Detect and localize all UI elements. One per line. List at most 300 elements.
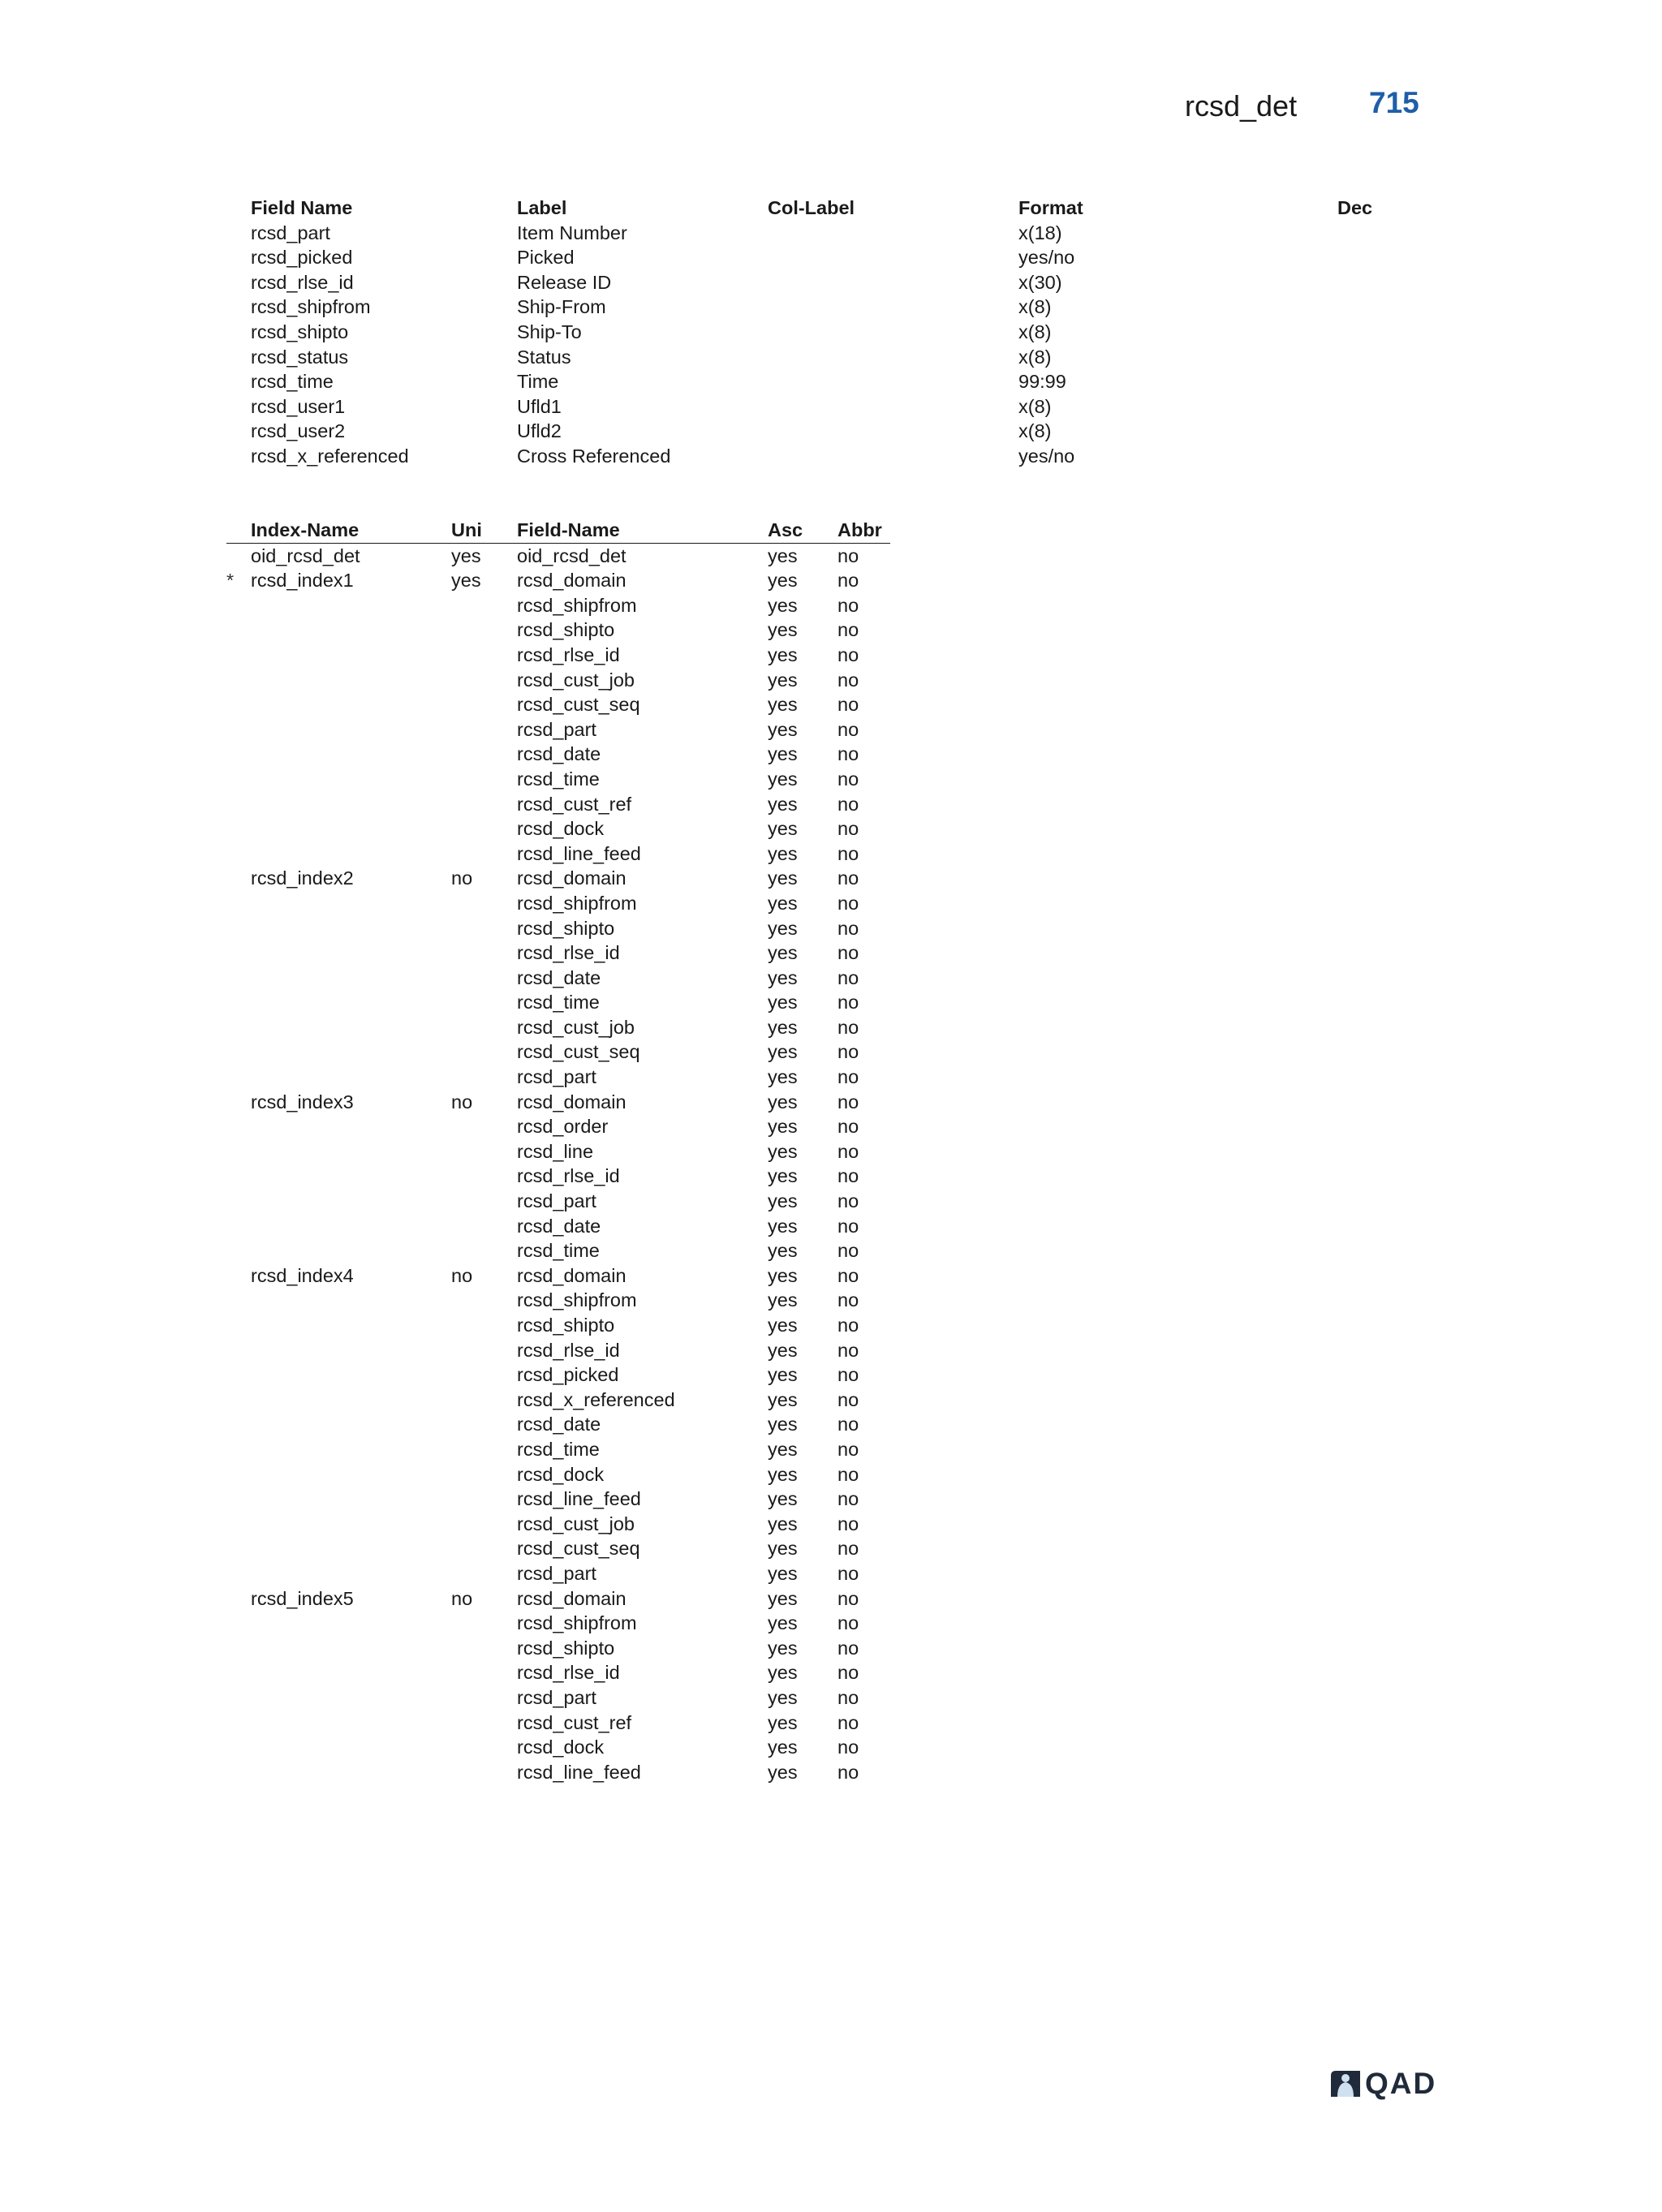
index-name-cell — [251, 1487, 451, 1512]
index-row — [226, 593, 890, 618]
index-unique-cell — [451, 618, 517, 643]
field-format-cell: 99:99 — [1018, 371, 1066, 393]
index-row — [226, 990, 890, 1015]
index-row — [226, 692, 890, 717]
index-field-name-cell: rcsd_dock — [517, 818, 605, 840]
field-label-cell: Ufld2 — [517, 420, 562, 442]
index-field-name-cell: rcsd_dock — [517, 1736, 605, 1758]
index-field-name-cell: rcsd_line — [517, 1140, 594, 1162]
field-dec-cell — [1337, 320, 1402, 345]
index-row — [226, 1437, 890, 1462]
primary-index-marker — [226, 1090, 251, 1115]
primary-index-marker — [226, 692, 251, 717]
index-table — [226, 518, 890, 1784]
index-name-cell — [251, 1685, 451, 1711]
index-unique-cell — [451, 1685, 517, 1711]
index-asc-cell: yes — [768, 1190, 798, 1212]
field-name-cell: rcsd_shipto — [251, 321, 349, 342]
fields-table-header — [251, 196, 1402, 221]
field-format-cell: x(30) — [1018, 271, 1062, 293]
index-name-cell — [251, 668, 451, 693]
index-asc-cell: yes — [768, 1116, 798, 1138]
index-name-cell — [251, 1760, 451, 1785]
primary-index-marker — [226, 1735, 251, 1760]
index-unique-cell: yes — [451, 544, 481, 566]
primary-index-marker — [226, 593, 251, 618]
index-field-name-cell: rcsd_date — [517, 1414, 601, 1435]
index-name-cell — [251, 1660, 451, 1685]
index-abbr-cell: no — [837, 1066, 859, 1088]
index-abbr-cell: no — [837, 793, 859, 815]
index-name-cell — [251, 692, 451, 717]
primary-index-marker — [226, 668, 251, 693]
index-row — [226, 1139, 890, 1164]
index-abbr-cell: no — [837, 619, 859, 641]
field-row — [251, 221, 1402, 246]
index-row — [226, 1586, 890, 1612]
primary-index-marker — [226, 1586, 251, 1612]
index-unique-cell — [451, 1561, 517, 1586]
index-name-cell — [251, 891, 451, 916]
index-name-cell — [251, 940, 451, 966]
index-field-name-cell: rcsd_cust_ref — [517, 793, 632, 815]
index-field-name-cell: rcsd_rlse_id — [517, 643, 620, 665]
index-name-cell — [251, 618, 451, 643]
field-name-cell: rcsd_rlse_id — [251, 271, 354, 293]
index-asc-cell: yes — [768, 992, 798, 1013]
index-field-name-cell: rcsd_time — [517, 1438, 600, 1460]
index-abbr-cell: no — [837, 1339, 859, 1361]
field-row — [251, 394, 1402, 420]
header-index-name: Index-Name — [251, 518, 451, 543]
primary-index-marker — [226, 1636, 251, 1661]
index-row — [226, 1660, 890, 1685]
index-unique-cell: no — [451, 1264, 473, 1286]
page-title: rcsd_det — [1185, 89, 1298, 123]
index-asc-cell: yes — [768, 1016, 798, 1038]
index-row — [226, 916, 890, 941]
header-field-name-idx: Field-Name — [517, 518, 768, 543]
index-field-name-cell: rcsd_dock — [517, 1463, 605, 1485]
index-row — [226, 742, 890, 767]
field-format-cell: yes/no — [1018, 247, 1075, 269]
index-abbr-cell: no — [837, 1140, 859, 1162]
index-row — [226, 841, 890, 867]
field-format-cell: x(8) — [1018, 395, 1052, 417]
index-abbr-cell: no — [837, 966, 859, 988]
index-asc-cell: yes — [768, 1066, 798, 1088]
index-field-name-cell: rcsd_time — [517, 1240, 600, 1262]
index-field-name-cell: rcsd_picked — [517, 1364, 619, 1386]
index-field-name-cell: rcsd_x_referenced — [517, 1388, 675, 1410]
field-row — [251, 295, 1402, 320]
index-asc-cell: yes — [768, 570, 798, 592]
index-field-name-cell: rcsd_date — [517, 743, 601, 765]
field-label-cell: Ufld1 — [517, 395, 562, 417]
field-name-cell: rcsd_user1 — [251, 395, 346, 417]
index-asc-cell: yes — [768, 1513, 798, 1534]
primary-index-marker — [226, 1536, 251, 1561]
index-field-name-cell: rcsd_domain — [517, 867, 626, 889]
index-name-cell — [251, 1735, 451, 1760]
index-field-name-cell: rcsd_shipto — [517, 1637, 615, 1659]
index-asc-cell: yes — [768, 942, 798, 964]
primary-index-marker — [226, 1238, 251, 1263]
field-label-cell: Picked — [517, 247, 575, 269]
index-field-name-cell: rcsd_order — [517, 1116, 609, 1138]
index-abbr-cell: no — [837, 1240, 859, 1262]
qad-logo-icon — [1329, 2069, 1362, 2098]
index-row — [226, 1090, 890, 1115]
qad-logo — [1329, 2068, 1436, 2098]
index-name-cell — [251, 1412, 451, 1437]
field-name-cell: rcsd_part — [251, 222, 330, 243]
index-row — [226, 1214, 890, 1239]
index-unique-cell — [451, 792, 517, 817]
index-field-name-cell: rcsd_part — [517, 1066, 596, 1088]
index-abbr-cell: no — [837, 1736, 859, 1758]
index-name-cell: rcsd_index3 — [251, 1091, 354, 1112]
index-field-name-cell: rcsd_cust_job — [517, 669, 635, 691]
index-name-cell — [251, 816, 451, 841]
primary-index-marker — [226, 1685, 251, 1711]
index-name-cell — [251, 1388, 451, 1413]
primary-index-marker — [226, 1065, 251, 1090]
index-abbr-cell: no — [837, 1562, 859, 1584]
index-abbr-cell: no — [837, 669, 859, 691]
primary-index-marker — [226, 1288, 251, 1313]
index-asc-cell: yes — [768, 718, 798, 740]
index-asc-cell: yes — [768, 643, 798, 665]
index-row — [226, 1362, 890, 1388]
index-name-cell — [251, 767, 451, 792]
index-name-cell — [251, 1561, 451, 1586]
field-row — [251, 444, 1402, 469]
index-name-cell — [251, 1362, 451, 1388]
primary-index-marker — [226, 866, 251, 891]
index-abbr-cell: no — [837, 1165, 859, 1187]
index-abbr-cell: no — [837, 643, 859, 665]
index-name-cell — [251, 1462, 451, 1487]
index-name-cell: oid_rcsd_det — [251, 544, 360, 566]
index-abbr-cell: no — [837, 992, 859, 1013]
field-label-cell: Ship-To — [517, 321, 582, 342]
index-name-cell: rcsd_index2 — [251, 867, 354, 889]
index-asc-cell: yes — [768, 1264, 798, 1286]
index-table-header — [226, 518, 890, 543]
index-asc-cell: yes — [768, 1215, 798, 1237]
index-unique-cell — [451, 1636, 517, 1661]
field-dec-cell — [1337, 394, 1402, 420]
index-name-cell — [251, 717, 451, 742]
index-unique-cell — [451, 1760, 517, 1785]
field-label-cell: Release ID — [517, 271, 612, 293]
primary-index-marker — [226, 1711, 251, 1736]
index-row — [226, 966, 890, 991]
index-asc-cell: yes — [768, 1240, 798, 1262]
index-asc-cell: yes — [768, 743, 798, 765]
index-abbr-cell: no — [837, 1016, 859, 1038]
primary-index-marker — [226, 1362, 251, 1388]
index-asc-cell: yes — [768, 1538, 798, 1560]
index-row — [226, 1412, 890, 1437]
index-abbr-cell: no — [837, 1538, 859, 1560]
index-abbr-cell: no — [837, 1686, 859, 1708]
field-col-label-cell — [768, 221, 1018, 246]
index-row — [226, 1760, 890, 1785]
index-field-name-cell: rcsd_domain — [517, 1091, 626, 1112]
index-field-name-cell: rcsd_line_feed — [517, 842, 641, 864]
index-name-cell — [251, 1139, 451, 1164]
index-field-name-cell: rcsd_date — [517, 1215, 601, 1237]
index-abbr-cell: no — [837, 1612, 859, 1634]
index-row — [226, 1313, 890, 1338]
index-unique-cell — [451, 1660, 517, 1685]
index-row — [226, 767, 890, 792]
index-asc-cell: yes — [768, 818, 798, 840]
index-name-cell — [251, 1114, 451, 1139]
index-unique-cell — [451, 1362, 517, 1388]
index-asc-cell: yes — [768, 1315, 798, 1336]
index-field-name-cell: rcsd_shipto — [517, 619, 615, 641]
header-col-label: Col-Label — [768, 197, 855, 218]
primary-index-marker — [226, 1015, 251, 1040]
index-name-cell — [251, 990, 451, 1015]
index-abbr-cell: no — [837, 1637, 859, 1659]
field-name-cell: rcsd_picked — [251, 247, 353, 269]
index-name-cell — [251, 643, 451, 668]
index-abbr-cell: no — [837, 1190, 859, 1212]
index-abbr-cell: no — [837, 570, 859, 592]
header-asc: Asc — [768, 518, 837, 543]
field-label-cell: Status — [517, 346, 571, 368]
index-field-name-cell: rcsd_time — [517, 768, 600, 790]
index-field-name-cell: rcsd_line_feed — [517, 1488, 641, 1510]
index-asc-cell: yes — [768, 1488, 798, 1510]
index-name-cell — [251, 1313, 451, 1338]
index-asc-cell: yes — [768, 1165, 798, 1187]
index-unique-cell — [451, 990, 517, 1015]
index-abbr-cell: no — [837, 1414, 859, 1435]
index-unique-cell — [451, 1214, 517, 1239]
index-asc-cell: yes — [768, 594, 798, 616]
index-unique-cell — [451, 1065, 517, 1090]
index-unique-cell — [451, 717, 517, 742]
field-name-cell: rcsd_user2 — [251, 420, 346, 442]
index-name-cell — [251, 916, 451, 941]
index-row — [226, 717, 890, 742]
index-abbr-cell: no — [837, 1289, 859, 1311]
index-name-cell — [251, 1164, 451, 1189]
field-dec-cell — [1337, 221, 1402, 246]
header-field-name: Field Name — [251, 197, 353, 218]
primary-index-marker — [226, 1114, 251, 1139]
field-dec-cell — [1337, 270, 1402, 295]
index-field-name-cell: rcsd_cust_job — [517, 1016, 635, 1038]
index-field-name-cell: rcsd_cust_job — [517, 1513, 635, 1534]
field-col-label-cell — [768, 245, 1018, 270]
field-label-cell: Item Number — [517, 222, 627, 243]
index-asc-cell: yes — [768, 917, 798, 939]
index-name-cell — [251, 593, 451, 618]
index-asc-cell: yes — [768, 1438, 798, 1460]
index-unique-cell — [451, 1412, 517, 1437]
index-field-name-cell: rcsd_rlse_id — [517, 1339, 620, 1361]
primary-index-marker — [226, 1313, 251, 1338]
index-unique-cell — [451, 891, 517, 916]
index-name-cell — [251, 792, 451, 817]
index-abbr-cell: no — [837, 1264, 859, 1286]
primary-index-marker — [226, 1760, 251, 1785]
field-dec-cell — [1337, 345, 1402, 370]
index-unique-cell — [451, 1611, 517, 1636]
field-col-label-cell — [768, 320, 1018, 345]
index-field-name-cell: rcsd_part — [517, 1562, 596, 1584]
index-unique-cell — [451, 668, 517, 693]
primary-index-marker — [226, 717, 251, 742]
field-dec-cell — [1337, 295, 1402, 320]
primary-index-marker — [226, 1611, 251, 1636]
primary-index-marker — [226, 816, 251, 841]
field-dec-cell — [1337, 369, 1402, 394]
index-unique-cell — [451, 593, 517, 618]
primary-index-marker — [226, 1412, 251, 1437]
index-abbr-cell: no — [837, 867, 859, 889]
index-name-cell — [251, 1214, 451, 1239]
index-unique-cell — [451, 767, 517, 792]
index-row — [226, 1636, 890, 1661]
index-unique-cell — [451, 940, 517, 966]
header-uni: Uni — [451, 518, 517, 543]
index-abbr-cell: no — [837, 1041, 859, 1063]
index-name-cell — [251, 1536, 451, 1561]
index-asc-cell: yes — [768, 1414, 798, 1435]
index-unique-cell — [451, 816, 517, 841]
primary-index-marker — [226, 1487, 251, 1512]
index-abbr-cell: no — [837, 1463, 859, 1485]
index-row — [226, 1263, 890, 1289]
primary-index-marker — [226, 543, 251, 568]
index-asc-cell: yes — [768, 669, 798, 691]
field-row — [251, 270, 1402, 295]
index-row — [226, 1611, 890, 1636]
field-col-label-cell — [768, 295, 1018, 320]
index-row — [226, 1238, 890, 1263]
index-abbr-cell: no — [837, 892, 859, 914]
index-row — [226, 1039, 890, 1065]
index-asc-cell: yes — [768, 694, 798, 716]
index-unique-cell — [451, 1189, 517, 1214]
field-col-label-cell — [768, 444, 1018, 469]
index-unique-cell — [451, 1536, 517, 1561]
field-name-cell: rcsd_shipfrom — [251, 296, 371, 318]
index-name-cell — [251, 1238, 451, 1263]
index-field-name-cell: rcsd_shipfrom — [517, 594, 637, 616]
index-abbr-cell: no — [837, 1662, 859, 1684]
field-col-label-cell — [768, 345, 1018, 370]
primary-index-marker — [226, 1263, 251, 1289]
primary-index-marker — [226, 966, 251, 991]
index-row — [226, 1288, 890, 1313]
index-name-cell — [251, 841, 451, 867]
primary-index-marker — [226, 1437, 251, 1462]
index-field-name-cell: rcsd_cust_seq — [517, 1538, 640, 1560]
primary-index-marker — [226, 1214, 251, 1239]
index-unique-cell — [451, 1338, 517, 1363]
page-number: 715 — [1369, 86, 1419, 119]
index-field-name-cell: rcsd_shipto — [517, 1315, 615, 1336]
field-dec-cell — [1337, 245, 1402, 270]
index-unique-cell — [451, 1238, 517, 1263]
index-unique-cell — [451, 692, 517, 717]
index-name-cell — [251, 1039, 451, 1065]
index-asc-cell: yes — [768, 1562, 798, 1584]
index-asc-cell: yes — [768, 1662, 798, 1684]
index-asc-cell: yes — [768, 867, 798, 889]
primary-index-marker — [226, 643, 251, 668]
index-name-cell — [251, 1437, 451, 1462]
primary-index-marker — [226, 767, 251, 792]
primary-index-marker — [226, 742, 251, 767]
index-field-name-cell: rcsd_rlse_id — [517, 1662, 620, 1684]
index-name-cell — [251, 1711, 451, 1736]
index-asc-cell: yes — [768, 1711, 798, 1733]
field-format-cell: x(8) — [1018, 321, 1052, 342]
index-field-name-cell: rcsd_line_feed — [517, 1761, 641, 1783]
index-asc-cell: yes — [768, 1041, 798, 1063]
primary-index-marker — [226, 940, 251, 966]
index-row — [226, 1735, 890, 1760]
index-row — [226, 1487, 890, 1512]
primary-index-marker — [226, 1189, 251, 1214]
index-field-name-cell: rcsd_domain — [517, 1587, 626, 1609]
index-row — [226, 1462, 890, 1487]
index-abbr-cell: no — [837, 1116, 859, 1138]
index-asc-cell: yes — [768, 1289, 798, 1311]
index-field-name-cell: rcsd_shipfrom — [517, 892, 637, 914]
index-abbr-cell: no — [837, 1315, 859, 1336]
field-dec-cell — [1337, 419, 1402, 444]
index-abbr-cell: no — [837, 1711, 859, 1733]
index-unique-cell — [451, 1735, 517, 1760]
index-asc-cell: yes — [768, 768, 798, 790]
index-field-name-cell: rcsd_time — [517, 992, 600, 1013]
index-abbr-cell: no — [837, 1587, 859, 1609]
index-abbr-cell: no — [837, 842, 859, 864]
fields-table — [251, 196, 1402, 469]
index-row — [226, 1164, 890, 1189]
field-col-label-cell — [768, 369, 1018, 394]
index-asc-cell: yes — [768, 892, 798, 914]
index-row — [226, 1512, 890, 1537]
index-name-cell — [251, 1015, 451, 1040]
header-abbr: Abbr — [837, 518, 890, 543]
index-asc-cell: yes — [768, 1736, 798, 1758]
index-unique-cell — [451, 1313, 517, 1338]
primary-index-marker — [226, 1039, 251, 1065]
index-name-cell — [251, 1288, 451, 1313]
index-row — [226, 618, 890, 643]
field-col-label-cell — [768, 419, 1018, 444]
index-name-cell — [251, 1065, 451, 1090]
index-name-cell — [251, 966, 451, 991]
index-row — [226, 1189, 890, 1214]
field-format-cell: x(8) — [1018, 420, 1052, 442]
index-field-name-cell: rcsd_domain — [517, 1264, 626, 1286]
index-name-cell: rcsd_index1 — [251, 570, 354, 592]
index-unique-cell — [451, 1139, 517, 1164]
index-abbr-cell: no — [837, 743, 859, 765]
